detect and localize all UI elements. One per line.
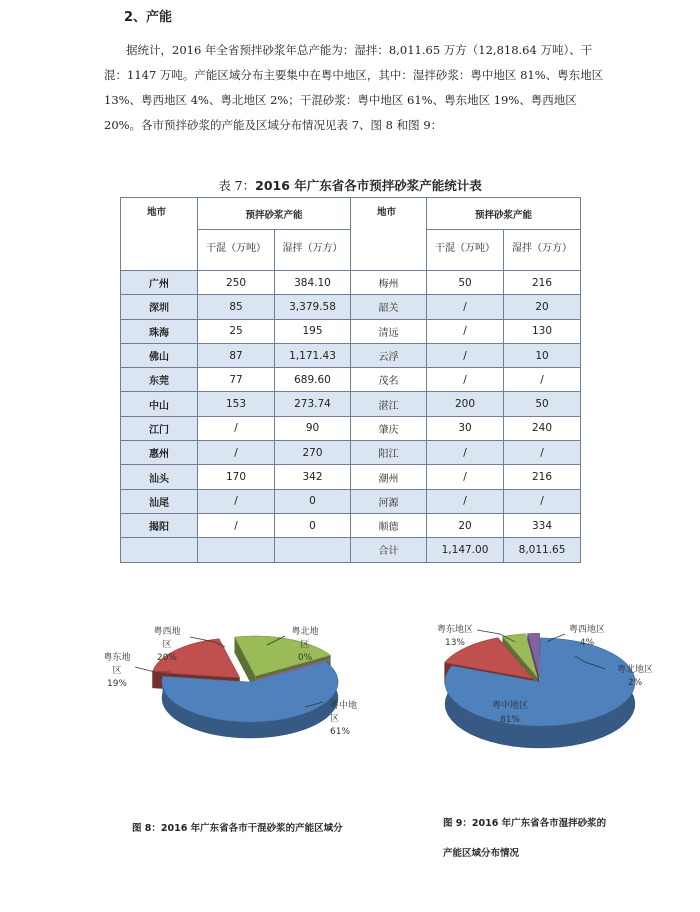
table-cell-wet xyxy=(275,538,351,562)
table-cell-city: 合计 xyxy=(351,538,427,562)
table-cell-wet: 3,379.58 xyxy=(275,295,351,319)
table-cell-dry xyxy=(198,538,275,562)
table-row xyxy=(121,441,581,465)
table-row xyxy=(121,538,581,562)
table-cell-wet: 384.10 xyxy=(275,271,351,295)
pie-slice-label: 20% xyxy=(156,653,178,663)
pie-slice-label: 4% xyxy=(579,638,595,648)
table-cell-dry: 250 xyxy=(198,271,275,295)
pie-slice-label: 2% xyxy=(627,678,643,688)
figure8-caption: 图 8：2016 年广东省各市干混砂浆的产能区域分 xyxy=(132,823,343,834)
table-cell-dry: 20 xyxy=(427,513,504,537)
table-cell-dry: / xyxy=(198,513,275,537)
table-cell-wet: / xyxy=(504,441,581,465)
table-cell-wet: 240 xyxy=(504,416,581,440)
table-cell-wet: 10 xyxy=(504,343,581,367)
table-cell-city: 惠州 xyxy=(121,441,198,465)
table-row xyxy=(121,319,581,343)
table-cell-city: 东莞 xyxy=(121,368,198,392)
table-cell-dry: 153 xyxy=(198,392,275,416)
table-cell-dry: 30 xyxy=(427,416,504,440)
table-cell-city: 汕尾 xyxy=(121,489,198,513)
pie-slice-label: 19% xyxy=(106,679,128,689)
table-row xyxy=(121,271,581,295)
table-cell-dry: / xyxy=(427,368,504,392)
table-cell-dry: 85 xyxy=(198,295,275,319)
table-cell-dry: 87 xyxy=(198,343,275,367)
figure9-caption-line1: 图 9：2016 年广东省各市湿拌砂浆的 xyxy=(443,818,607,829)
table-cell-wet: 1,171.43 xyxy=(275,343,351,367)
table-cell-city: 顺德 xyxy=(351,513,427,537)
table-cell-city: 阳江 xyxy=(351,441,427,465)
pie-slice-label: 区 xyxy=(162,640,172,650)
header-wet-left: 湿拌（万方） xyxy=(275,230,351,271)
table-cell-dry: 25 xyxy=(198,319,275,343)
capacity-table xyxy=(120,197,581,563)
table-cell-wet: 50 xyxy=(504,392,581,416)
header-group-left: 预拌砂浆产能 xyxy=(198,198,351,230)
table-row xyxy=(121,465,581,489)
pie-slice-label: 粤东地 xyxy=(103,653,131,663)
table-cell-dry: 1,147.00 xyxy=(427,538,504,562)
table-cell-dry: / xyxy=(427,295,504,319)
table-row xyxy=(121,295,581,319)
table-cell-wet: 130 xyxy=(504,319,581,343)
pie-slice-label: 粤中地区 xyxy=(491,701,529,711)
table-cell-city: 茂名 xyxy=(351,368,427,392)
figure9-caption-line2: 产能区域分布情况 xyxy=(443,848,520,859)
dry-mortar-pie-chart xyxy=(95,612,395,782)
table-cell-dry: 77 xyxy=(198,368,275,392)
table-cell-city: 云浮 xyxy=(351,343,427,367)
table-row xyxy=(121,343,581,367)
table-cell-dry: / xyxy=(198,416,275,440)
pie-slice-label: 13% xyxy=(444,638,466,648)
pie-slice-label: 粤东地区 xyxy=(436,625,474,635)
table-cell-city: 汕头 xyxy=(121,465,198,489)
table-cell-city: 广州 xyxy=(121,271,198,295)
pie-slice-label: 粤北地 xyxy=(291,627,319,637)
header-dry-left: 干混（万吨） xyxy=(198,230,275,271)
table-cell-wet: 273.74 xyxy=(275,392,351,416)
table-row xyxy=(121,368,581,392)
table-cell-city: 佛山 xyxy=(121,343,198,367)
pie-slice-label: 0% xyxy=(297,653,313,663)
table-cell-city: 中山 xyxy=(121,392,198,416)
table-row xyxy=(121,416,581,440)
table-cell-city: 梅州 xyxy=(351,271,427,295)
pie-slice-label: 区 xyxy=(300,640,310,650)
table-cell-dry: / xyxy=(427,343,504,367)
table-cell-dry: / xyxy=(427,465,504,489)
pie-slice-label: 粤西地区 xyxy=(568,625,606,635)
section-heading: 2、产能 xyxy=(124,10,173,25)
table-cell-wet: 689.60 xyxy=(275,368,351,392)
table-cell-wet: 195 xyxy=(275,319,351,343)
table-cell-dry: 50 xyxy=(427,271,504,295)
header-city-right: 地市 xyxy=(351,198,427,271)
table-cell-wet: 270 xyxy=(275,441,351,465)
table-cell-dry: / xyxy=(427,441,504,465)
pie-slice-label: 区 xyxy=(112,666,122,676)
header-city-left: 地市 xyxy=(121,198,198,271)
pie-slice-label: 粤中地 xyxy=(330,701,358,711)
pie-slice-label: 61% xyxy=(330,727,351,737)
table-cell-city xyxy=(121,538,198,562)
table-cell-city: 清远 xyxy=(351,319,427,343)
header-dry-right: 干混（万吨） xyxy=(427,230,504,271)
table-title xyxy=(0,176,700,194)
table-cell-city: 湛江 xyxy=(351,392,427,416)
table-cell-wet: 90 xyxy=(275,416,351,440)
table-cell-dry: / xyxy=(427,319,504,343)
table-cell-city: 潮州 xyxy=(351,465,427,489)
capacity-paragraph: 据统计，2016 年全省预拌砂浆年总产能为：湿拌：8,011.65 万方（12,818.64 万吨）、干混：1147 万吨。产能区域分布主要集中在粤中地区，其中：湿拌砂浆：粤中地区 81%、粤东地区 13%、粤西地区 4%、粤北地区 2%；干混砂浆：粤中地区 61%、粤东地区 19%、粤西地区 20%。各市预拌砂浆的产能及区域分布情况见表 7、图 8 和图 9： xyxy=(104,43,604,132)
table-cell-dry: / xyxy=(198,441,275,465)
table-cell-city: 韶关 xyxy=(351,295,427,319)
table-cell-wet: 20 xyxy=(504,295,581,319)
table-cell-dry: 170 xyxy=(198,465,275,489)
table-cell-wet: 216 xyxy=(504,271,581,295)
table-cell-wet: 0 xyxy=(275,513,351,537)
table-row xyxy=(121,489,581,513)
header-group-right: 预拌砂浆产能 xyxy=(427,198,581,230)
table-row xyxy=(121,513,581,537)
wet-mortar-pie-chart xyxy=(415,612,675,762)
table-cell-city: 深圳 xyxy=(121,295,198,319)
table-cell-wet: 334 xyxy=(504,513,581,537)
table-title-prefix: 表 7： xyxy=(218,178,256,193)
header-wet-right: 湿拌（万方） xyxy=(504,230,581,271)
table-cell-wet: 216 xyxy=(504,465,581,489)
pie-slice-label: 区 xyxy=(330,714,340,724)
table-cell-city: 河源 xyxy=(351,489,427,513)
pie-slice-label: 粤北地区 xyxy=(616,665,654,675)
table-cell-dry: / xyxy=(427,489,504,513)
table-title-main: 2016 年广东省各市预拌砂浆产能统计表 xyxy=(255,178,482,193)
table-cell-city: 肇庆 xyxy=(351,416,427,440)
pie-slice-label: 81% xyxy=(499,715,521,725)
table-cell-city: 珠海 xyxy=(121,319,198,343)
table-cell-wet: 8,011.65 xyxy=(504,538,581,562)
table-cell-city: 揭阳 xyxy=(121,513,198,537)
table-cell-wet: 0 xyxy=(275,489,351,513)
table-cell-wet: / xyxy=(504,489,581,513)
table-cell-dry: / xyxy=(198,489,275,513)
pie-slice-label: 粤西地 xyxy=(153,627,181,637)
table-cell-wet: / xyxy=(504,368,581,392)
table-row xyxy=(121,392,581,416)
table-cell-city: 江门 xyxy=(121,416,198,440)
table-cell-dry: 200 xyxy=(427,392,504,416)
table-cell-wet: 342 xyxy=(275,465,351,489)
